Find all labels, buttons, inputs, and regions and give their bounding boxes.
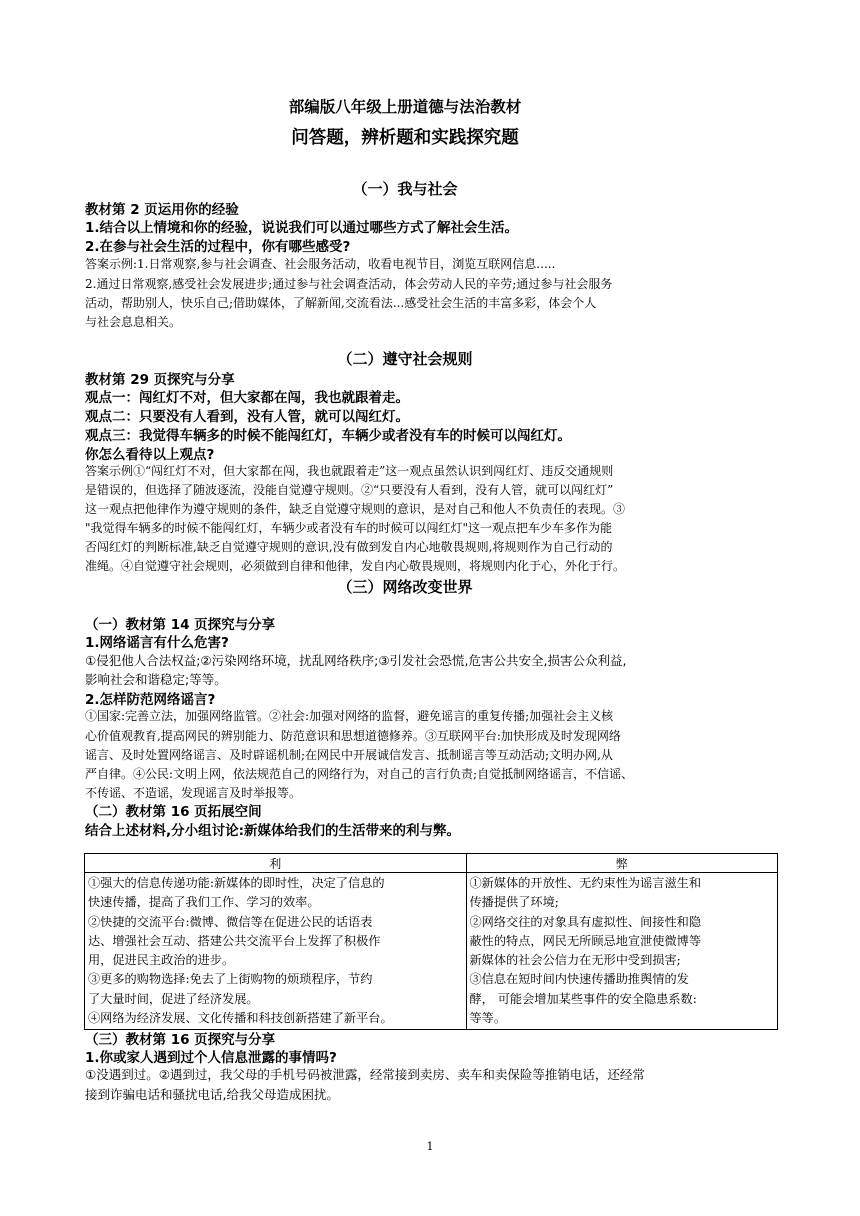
section-3-answer-2-line: 谣言、及时处置网络谣言、及时辟谣机制;在网民中开展诚信发言、抵制谣言等互动活动;文明办网,从 (85, 748, 613, 762)
section-heading-3: （三）网络改变世界 (337, 578, 473, 596)
pros-line: 了大量时间，促进了经济发展。 (88, 991, 259, 1006)
section-3-sub-1: （一）教材第 14 页探究与分享 (85, 617, 276, 633)
pros-line: 用，促进民主政治的进步。 (88, 953, 235, 968)
table-header-pros: 利 (85, 854, 467, 873)
section-3-answer-2-line: ①国家:完善立法，加强网络监管。②社会:加强对网络的监督，避免谣言的重复传播;加强社会主义核 (85, 709, 614, 723)
page-number: 1 (426, 1140, 434, 1153)
pros-line: 快速传播，提高了我们工作、学习的效率。 (88, 895, 320, 910)
section-3-answer-1-line: ①侵犯他人合法权益;②污染网络环境，扰乱网络秩序;③引发社会恐慌,危害公共安全,损害公众利益, (85, 653, 627, 668)
section-2-view-1: 观点一：闯红灯不对，但大家都在闯，我也就跟着走。 (85, 390, 409, 406)
section-3-answer-1-line: 影响社会和谐稳定;等等。 (85, 672, 227, 687)
pros-cell (85, 873, 467, 1030)
section-2-source: 教材第 29 页探究与分享 (85, 372, 235, 388)
section-3-answer-3-line: 接到诈骗电话和骚扰电话,给我父母造成困扰。 (85, 1087, 339, 1102)
section-3-task: 结合上述材料,分小组讨论:新媒体给我们的生活带来的利与弊。 (85, 823, 461, 839)
section-heading-1: （一）我与社会 (352, 180, 458, 198)
pros-line: 达、增强社会互动、搭建公共交流平台上发挥了积极作 (88, 933, 381, 948)
cons-line: ①新媒体的开放性、无约束性为谣言滋生和 (469, 876, 702, 890)
section-2-answer-line: "我觉得车辆多的时候不能闯红灯，车辆少或者没有车的时候可以闯红灯"这一观点把车少车多作为能 (85, 521, 613, 535)
document-subtitle: 问答题，辨析题和实践探究题 (291, 128, 519, 148)
cons-line: 蔽性的特点，网民无所顾忌地宣泄使微博等 (469, 933, 702, 948)
section-3-answer-2-line: 心价值观教育,提高网民的辨别能力、防范意识和思想道德修养。③互联网平台:加快形成及时发现网络 (85, 729, 621, 743)
pros-line: ②快捷的交流平台:微博、微信等在促进公民的话语表 (88, 914, 373, 929)
table-header-cons: 弊 (466, 854, 778, 873)
section-2-answer-line: 否闯红灯的判断标准,缺乏自觉遵守规则的意识,没有做到发自内心地敬畏规则,将规则作为自己行动的 (85, 540, 613, 554)
section-1-answer-line: 答案示例:1.日常观察,参与社会调查、社会服务活动，收看电视节目，浏览互联网信息..... (85, 257, 556, 271)
section-1-answer-line: 2.通过日常观察,感受社会发展进步;通过参与社会调查活动，体会劳动人民的辛劳;通过参与社会服务 (85, 277, 613, 291)
section-3-answer-2-line: 严自律。④公民:文明上网，依法规范自己的网络行为，对自己的言行负责;自觉抵制网络谣言，不信谣、 (85, 767, 634, 781)
section-2-answer-line: 这一观点把他律作为遵守规则的条件，缺乏自觉遵守规则的意识，是对自己和他人不负责任的表现。③ (85, 502, 626, 516)
cons-line: ②网络交往的对象具有虚拟性、间接性和隐 (469, 914, 702, 929)
cons-line: 等等。 (469, 1011, 507, 1026)
pros-line: ①强大的信息传递功能:新媒体的即时性，决定了信息的 (88, 876, 385, 890)
cons-line: 酵， 可能会增加某些事件的安全隐患系数: (469, 991, 697, 1006)
section-3-question-1: 1.网络谣言有什么危害? (85, 635, 229, 651)
section-1-answer-line: 活动，帮助别人，快乐自己;借助媒体，了解新闻,交流看法...感受社会生活的丰富多彩，体会个人 (85, 296, 597, 310)
section-heading-2: （二）遵守社会规则 (337, 350, 473, 368)
document-title: 部编版八年级上册道德与法治教材 (288, 98, 522, 116)
section-2-question: 你怎么看待以上观点? (85, 447, 215, 463)
section-3-question-3: 1.你或家人遇到过个人信息泄露的事情吗? (85, 1050, 337, 1066)
section-2-view-2: 观点二：只要没有人看到，没有人管，就可以闯红灯。 (85, 409, 409, 425)
section-3-answer-3-line: ①没遇到过。②遇到过，我父母的手机号码被泄露，经常接到卖房、卖车和卖保险等推销电话，还经常 (85, 1067, 645, 1082)
section-3-answer-2-line: 不传谣、不造谣，发现谣言及时举报等。 (85, 786, 302, 800)
cons-cell (466, 873, 778, 1030)
cons-line: 新媒体的社会公信力在无形中受到损害; (469, 953, 681, 968)
section-2-answer-line: 答案示例①“闯红灯不对，但大家都在闯，我也就跟着走”这一观点虽然认识到闯红灯、违反交通规则 (85, 464, 614, 478)
pros-line: ③更多的购物选择:免去了上街购物的烦琐程序，节约 (88, 972, 373, 987)
section-2-answer-line: 是错误的，但选择了随波逐流，没能自觉遵守规则。②“只要没有人看到，没有人管，就可以闯红灯” (85, 483, 614, 497)
section-1-question-2: 2.在参与社会生活的过程中，你有哪些感受? (85, 239, 351, 255)
pros-line: ④网络为经济发展、文化传播和科技创新搭建了新平台。 (88, 1011, 393, 1026)
section-3-sub-3: （三）教材第 16 页探究与分享 (85, 1032, 276, 1048)
section-1-answer-line: 与社会息息相关。 (85, 315, 182, 329)
cons-line: ③信息在短时间内快速传播助推舆情的发 (469, 972, 689, 987)
section-3-sub-2: （二）教材第 16 页拓展空间 (85, 804, 262, 820)
pros-cons-table (84, 853, 778, 1030)
section-1-question-1: 1.结合以上情境和你的经验，说说我们可以通过哪些方式了解社会生活。 (85, 220, 519, 236)
section-2-view-3: 观点三：我觉得车辆多的时候不能闯红灯，车辆少或者没有车的时候可以闯红灯。 (85, 428, 571, 444)
cons-line: 传播提供了环境; (469, 895, 559, 910)
section-3-question-2: 2.怎样防范网络谣言? (85, 692, 216, 708)
section-2-answer-line: 准绳。④自觉遵守社会规则，必须做到自律和他律，发自内心敬畏规则，将规则内化于心，外化于行。 (85, 559, 626, 573)
section-1-source: 教材第 2 页运用你的经验 (85, 202, 239, 218)
